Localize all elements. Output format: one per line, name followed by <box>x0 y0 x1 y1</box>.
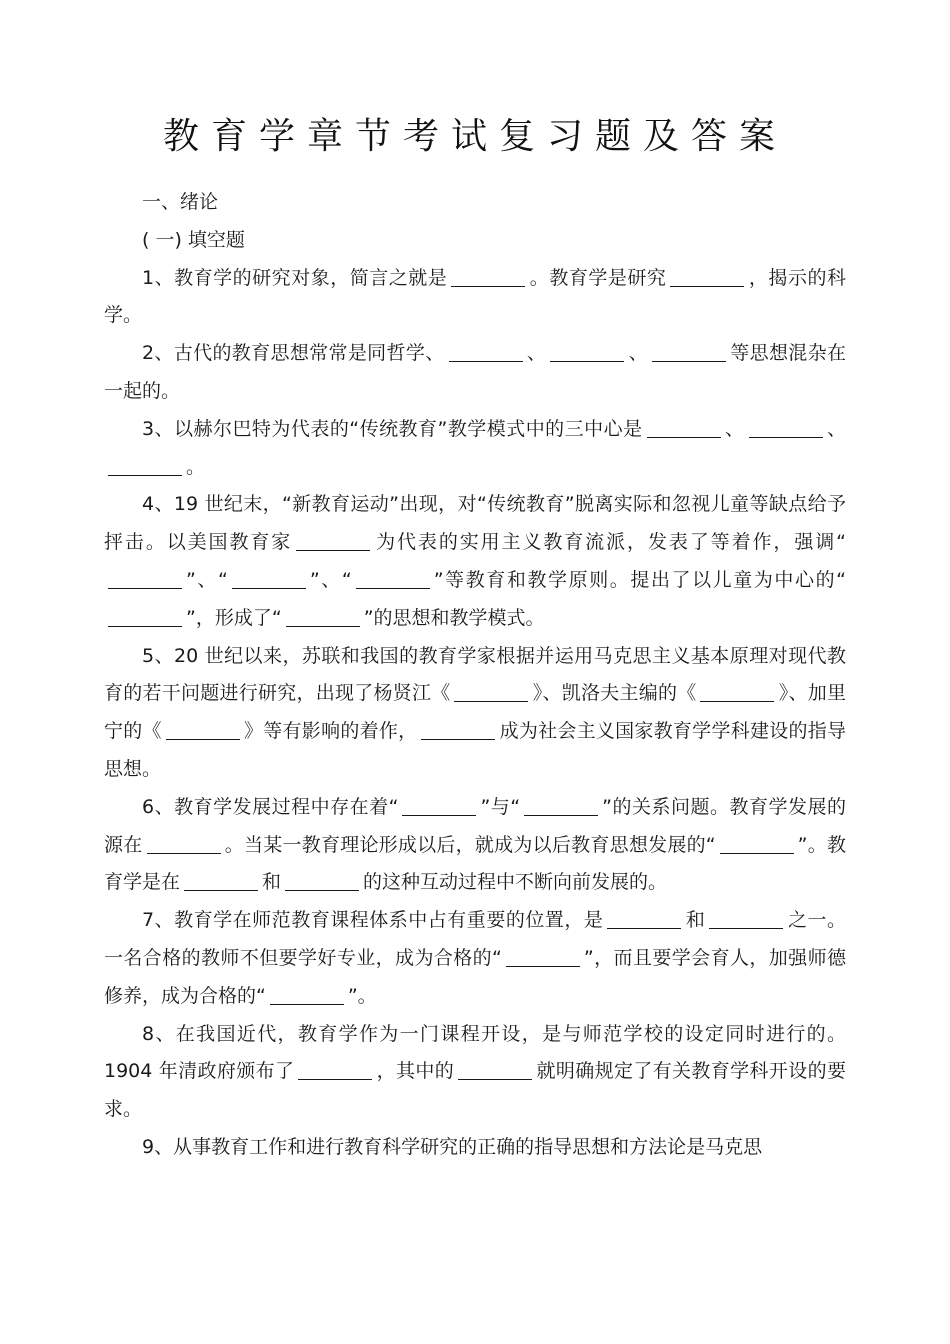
answer-blank[interactable] <box>647 418 721 438</box>
question-5: 5、20 世纪以来，苏联和我国的教育学家根据并运用马克思主义基本原理对现代教育的若干问题进行研究，出现了杨贤江《 》、凯洛夫主编的《 》、加里宁的《 》等有影响的着作， 成为社会主义国家教育学学科建设的指导思想。 <box>104 644 846 780</box>
answer-blank[interactable] <box>607 909 681 929</box>
question-7: 7、教育学在师范教育课程体系中占有重要的位置，是 和 之一。一名合格的教师不但要学好专业，成为合格的“ ”，而且要学会育人，加强师德修养，成为合格的“ ”。 <box>104 909 846 1007</box>
answer-blank[interactable] <box>421 720 495 740</box>
question-2: 2、古代的教育思想常常是同哲学、 、 、 等思想混杂在一起的。 <box>104 342 846 402</box>
page-title: 教育学章节考试复习题及答案 <box>162 116 787 157</box>
answer-blank[interactable] <box>166 720 240 740</box>
answer-blank[interactable] <box>670 267 744 287</box>
answer-blank[interactable] <box>298 1060 372 1080</box>
answer-blank[interactable] <box>720 834 794 854</box>
question-3: 3、以赫尔巴特为代表的“传统教育”教学模式中的三中心是 、 、。 <box>104 411 846 487</box>
section-heading: 一、绪论 <box>142 191 219 213</box>
question-1: 1、教育学的研究对象，简言之就是 。教育学是研究 ，揭示的科学。 <box>104 266 846 327</box>
answer-blank[interactable] <box>356 569 430 589</box>
answer-blank[interactable] <box>147 834 221 854</box>
answer-blank[interactable] <box>108 456 182 476</box>
answer-blank[interactable] <box>285 871 359 891</box>
answer-blank[interactable] <box>709 909 783 929</box>
answer-blank[interactable] <box>296 531 370 551</box>
answer-blank[interactable] <box>454 682 528 702</box>
answer-blank[interactable] <box>524 796 598 816</box>
answer-blank[interactable] <box>506 947 580 967</box>
question-8: 8、在我国近代，教育学作为一门课程开设，是与师范学校的设定同时进行的。1904 年清政府颁布了 ，其中的 就明确规定了有关教育学科开设的要求。 <box>104 1022 846 1121</box>
document-body <box>104 184 846 1167</box>
answer-blank[interactable] <box>700 682 774 702</box>
answer-blank[interactable] <box>451 267 525 287</box>
answer-blank[interactable] <box>108 607 182 627</box>
answer-blank[interactable] <box>550 342 624 362</box>
answer-blank[interactable] <box>652 342 726 362</box>
answer-blank[interactable] <box>449 342 523 362</box>
answer-blank[interactable] <box>286 607 360 627</box>
answer-blank[interactable] <box>402 796 476 816</box>
question-9: 9、从事教育工作和进行教育科学研究的正确的指导思想和方法论是马克思 <box>142 1135 763 1158</box>
answer-blank[interactable] <box>270 985 344 1005</box>
question-6: 6、教育学发展过程中存在着“ ”与“ ”的关系问题。教育学发展的源在 。当某一教育理论形成以后，就成为以后教育思想发展的“ ”。教育学是在 和 的这种互动过程中不断向前发展的。 <box>104 795 847 894</box>
question-4: 4、19 世纪末，“新教育运动”出现，对“传统教育”脱离实际和忽视儿童等缺点给予抨击。以美国教育家 为代表的实用主义教育流派，发表了等着作，强调“”、“ ”、“ ”等教育和教学原则。提出了以儿童为中心的“”，形成了“ ”的思想和教学模式。 <box>104 493 847 629</box>
answer-blank[interactable] <box>232 569 306 589</box>
answer-blank[interactable] <box>458 1060 532 1080</box>
subsection-heading: ( 一) 填空题 <box>142 228 245 251</box>
answer-blank[interactable] <box>108 569 182 589</box>
answer-blank[interactable] <box>184 871 258 891</box>
answer-blank[interactable] <box>749 418 823 438</box>
